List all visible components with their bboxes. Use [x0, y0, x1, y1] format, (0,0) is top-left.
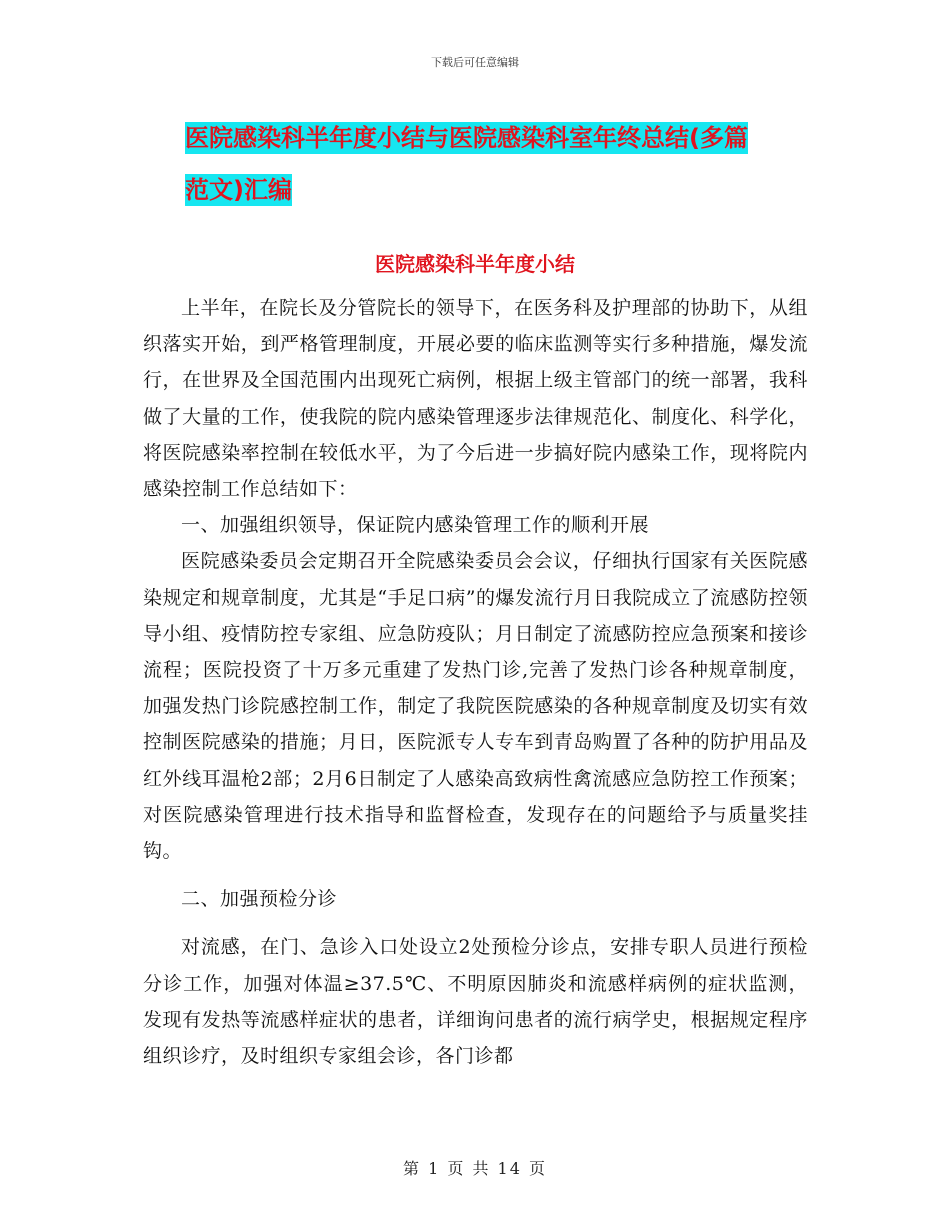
heading-organization: 一、加强组织领导，保证院内感染管理工作的顺利开展: [181, 514, 650, 537]
paragraph-organization: 医院感染委员会定期召开全院感染委员会会议，仔细执行国家有关医院感染规定和规章制度，尤其是“手足口病”的爆发流行月日我院成立了流感防控领导小组、疫情防控专家组、应急防疫队；月日制定了流感防控应急预案和接诊流程；医院投资了十万多元重建了发热门诊,完善了发热门诊各种规章制度，加强发热门诊院感控制工作，制定了我院医院感染的各种规章制度及切实有效控制医院感染的措施；月日，医院派专人专车到青岛购置了各种的防护用品及红外线耳温枪2部；2月6日制定了人感染高致病性禽流感应急防控工作预案；对医院感染管理进行技术指导和监督检查，发现存在的问题给予与质量奖挂钩。: [143, 550, 808, 863]
document-title: [185, 112, 815, 216]
paragraph-intro: 上半年，在院长及分管院长的领导下，在医务科及护理部的协助下，从组织落实开始，到严格管理制度，开展必要的临床监测等实行多种措施，爆发流行，在世界及全国范围内出现死亡病例，根据上级主管部门的统一部署，我科做了大量的工作，使我院的院内感染管理逐步法律规范化、制度化、科学化，将医院感染率控制在较低水平，为了今后进一步搞好院内感染工作，现将院内感染控制工作总结如下：: [143, 297, 808, 501]
document-body: [143, 290, 808, 1074]
document-title-line-2: 范文)汇编: [185, 176, 292, 204]
document-title-line-1: 医院感染科半年度小结与医院感染科室年终总结(多篇: [185, 124, 748, 152]
section-title: 医院感染科半年度小结: [375, 252, 575, 276]
heading-triage: 二、加强预检分诊: [181, 888, 338, 911]
page-number: 第 1 页 共 14 页: [403, 1159, 547, 1178]
paragraph-triage: 对流感，在门、急诊入口处设立2处预检分诊点，安排专职人员进行预检分诊工作，加强对体温≥37.5℃、不明原因肺炎和流感样病例的症状监测，发现有发热等流感样症状的患者，详细询问患者的流行病学史，根据规定程序组织诊疗，及时组织专家组会诊，各门诊都: [143, 936, 808, 1068]
header-note: 下载后可任意编辑: [431, 56, 519, 69]
